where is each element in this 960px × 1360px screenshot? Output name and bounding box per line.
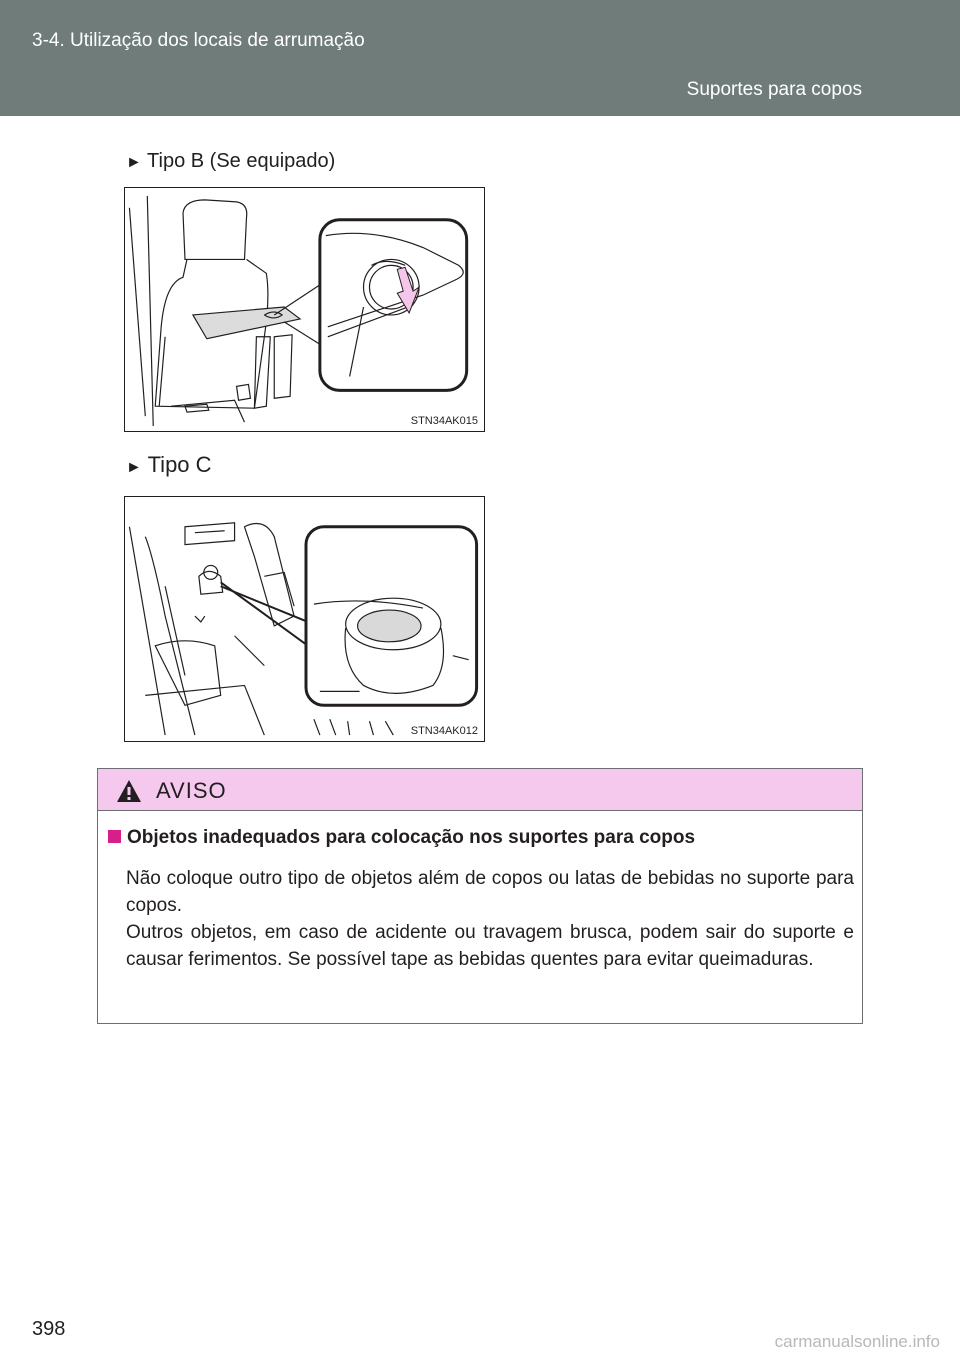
type-b-label [126,150,335,173]
warning-triangle-icon [116,779,142,803]
figure-type-b [124,187,485,432]
watermark: carmanualsonline.info [774,1332,940,1351]
header-bar [0,0,960,116]
type-c-text: Tipo C [147,452,212,477]
warning-paragraph: Outros objetos, em caso de acidente ou travagem brusca, podem sair do suporte e causar ferimentos. Se possível tape as bebidas quentes para evitar queimaduras. [126,922,854,970]
warning-box [97,768,863,1024]
square-bullet-icon [108,830,121,843]
console-cupholder-illustration [125,497,484,741]
section-title: 3-4. Utilização dos locais de arrumação [32,30,365,51]
figure-type-c [124,496,485,742]
page-number: 398 [32,1318,66,1340]
warning-header [98,769,862,811]
type-b-text: Tipo B (Se equipado) [147,150,336,172]
figure-code-b: STN34AK015 [410,415,478,427]
warning-heading [108,827,695,849]
figure-code-c: STN34AK012 [410,725,478,737]
warning-title: AVISO [156,778,227,803]
page-subtitle: Suportes para copos [686,79,862,100]
arrow-right-icon: ► [126,154,142,171]
seat-tray-cupholder-illustration [125,188,484,431]
type-c-label [126,452,212,478]
arrow-right-icon: ► [126,459,142,476]
warning-body [126,865,854,973]
warning-heading-text: Objetos inadequados para colocação nos suportes para copos [127,827,696,848]
warning-paragraph: Não coloque outro tipo de objetos além de copos ou latas de bebidas no suporte para copos. [126,868,854,916]
